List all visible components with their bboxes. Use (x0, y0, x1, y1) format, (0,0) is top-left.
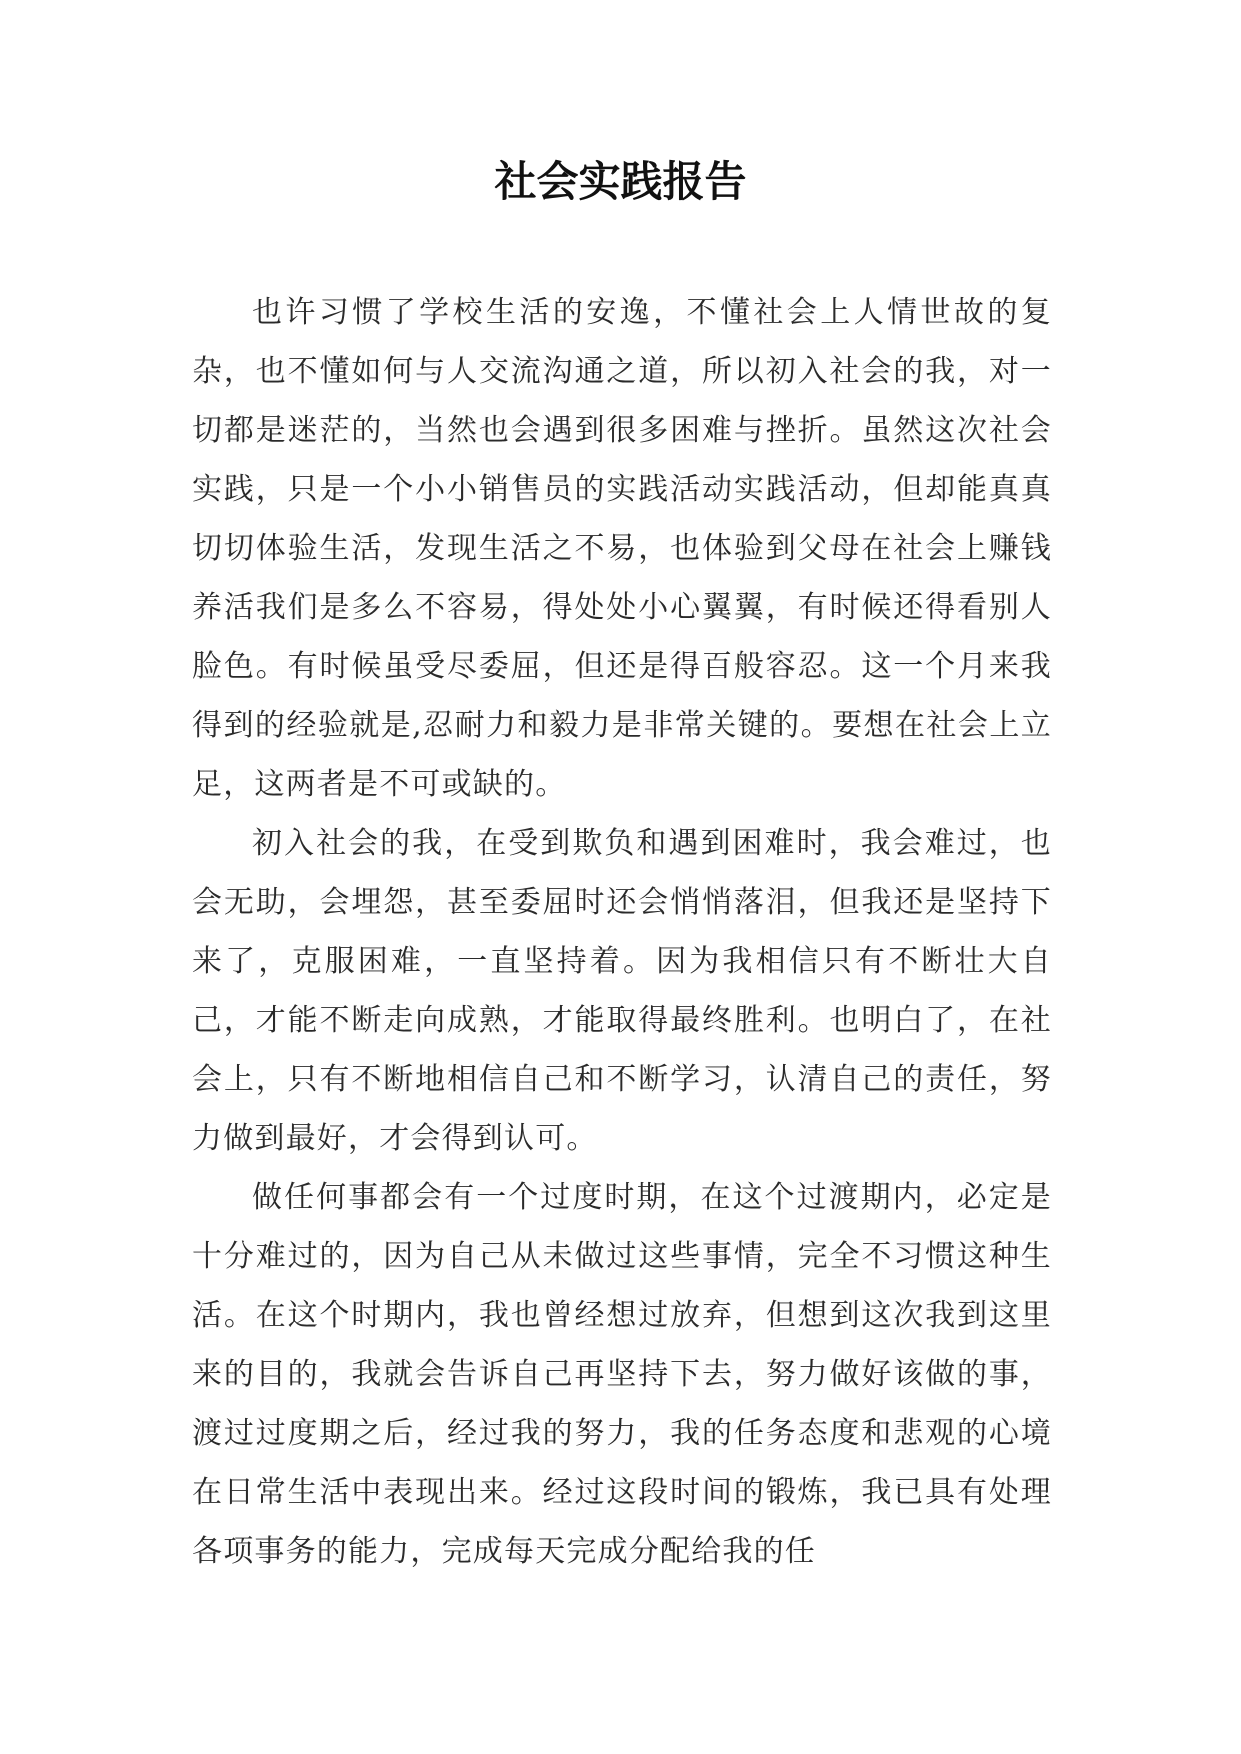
paragraph: 初入社会的我，在受到欺负和遇到困难时，我会难过，也会无助，会埋怨，甚至委屈时还会悄悄落泪，但我还是坚持下来了，克服困难，一直坚持着。因为我相信只有不断壮大自己，才能不断走向成熟，才能取得最终胜利。也明白了，在社会上，只有不断地相信自己和不断学习，认清自己的责任，努力做到最好，才会得到认可。 (192, 826, 1052, 1156)
paragraph: 也许习惯了学校生活的安逸，不懂社会上人情世故的复杂，也不懂如何与人交流沟通之道，所以初入社会的我，对一切都是迷茫的，当然也会遇到很多困难与挫折。虽然这次社会实践，只是一个小小销售员的实践活动实践活动，但却能真真切切体验生活，发现生活之不易，也体验到父母在社会上赚钱养活我们是多么不容易，得处处小心翼翼，有时候还得看别人脸色。有时候虽受尽委屈，但还是得百般容忍。这一个月来我得到的经验就是,忍耐力和毅力是非常关键的。要想在社会上立足，这两者是不可或缺的。 (192, 295, 1052, 802)
paragraph: 做任何事都会有一个过度时期，在这个过渡期内，必定是十分难过的，因为自己从未做过这些事情，完全不习惯这种生活。在这个时期内，我也曾经想过放弃，但想到这次我到这里来的目的，我就会告诉自己再坚持下去，努力做好该做的事，渡过过度期之后，经过我的努力，我的任务态度和悲观的心境在日常生活中表现出来。经过这段时间的锻炼，我已具有处理各项事务的能力，完成每天完成分配给我的任 (192, 1180, 1052, 1569)
document-title: 社会实践报告 (494, 157, 747, 206)
document-body (192, 283, 1052, 1581)
